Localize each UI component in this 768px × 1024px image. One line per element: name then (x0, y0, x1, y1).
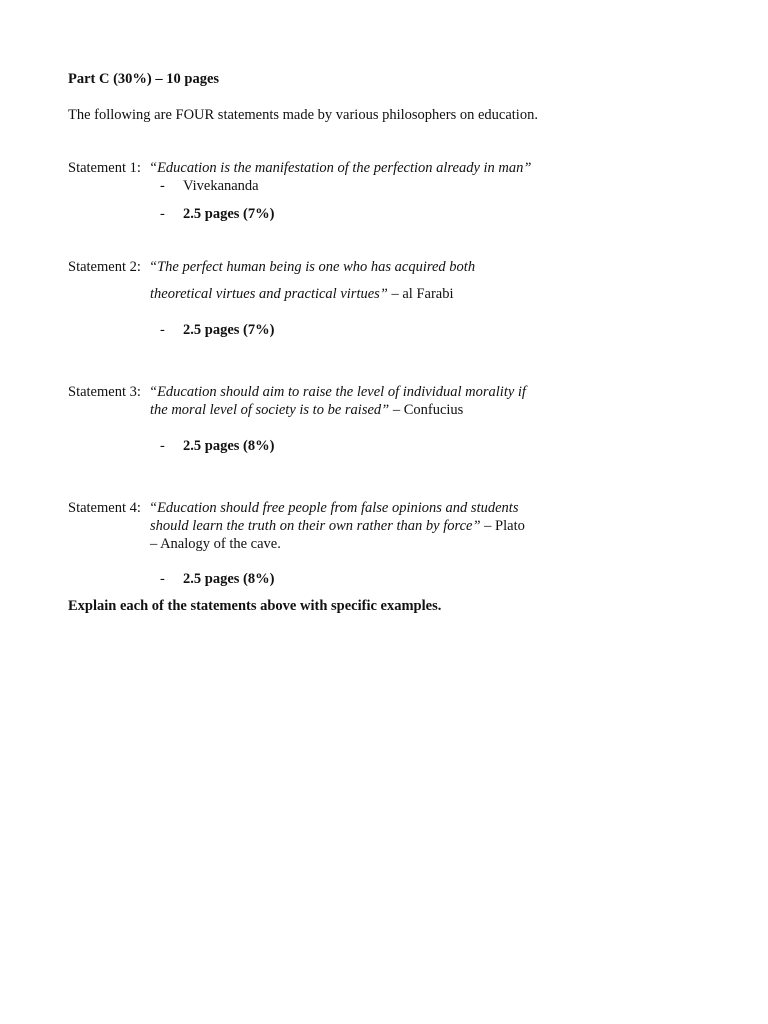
statement-quote-line-1: “Education should aim to raise the level of individual morality if (149, 384, 526, 400)
statement-label: Statement 2: (68, 259, 141, 275)
statement-label: Statement 4: (68, 500, 141, 516)
statement-label: Statement 1: (68, 160, 141, 176)
bullet-dash: - (160, 178, 165, 194)
closing-instruction: Explain each of the statements above with specific examples. (68, 598, 442, 614)
statement-quote-text: the moral level of society is to be raised” (150, 402, 390, 418)
statement-author: – al Farabi (387, 286, 454, 302)
page-allocation: 2.5 pages (8%) (183, 438, 275, 454)
statement-quote: “Education is the manifestation of the perfection already in man” (149, 160, 532, 176)
statement-attribution: Vivekananda (183, 178, 259, 194)
bullet-dash: - (160, 571, 165, 587)
statement-author-note: – Analogy of the cave. (150, 536, 281, 552)
statement-quote-line-2 (150, 401, 463, 419)
page-allocation: 2.5 pages (7%) (183, 206, 275, 222)
statement-quote-line-1: “Education should free people from false opinions and students (149, 500, 519, 516)
statement-quote-line-2 (150, 285, 454, 303)
statement-quote-line-2 (150, 517, 525, 535)
bullet-dash: - (160, 206, 165, 222)
statement-label: Statement 3: (68, 384, 141, 400)
statement-quote-line-1: “The perfect human being is one who has acquired both (149, 259, 476, 275)
section-heading: Part C (30%) – 10 pages (68, 71, 220, 87)
statement-quote-text: should learn the truth on their own rather than by force” (150, 518, 481, 534)
bullet-dash: - (160, 438, 165, 454)
statement-author: – Plato (480, 518, 525, 534)
bullet-dash: - (160, 322, 165, 338)
statement-author: – Confucius (389, 402, 464, 418)
statement-quote-text: theoretical virtues and practical virtues” (150, 286, 388, 302)
intro-text: The following are FOUR statements made by various philosophers on education. (68, 107, 538, 123)
page-allocation: 2.5 pages (7%) (183, 322, 275, 338)
page-allocation: 2.5 pages (8%) (183, 571, 275, 587)
